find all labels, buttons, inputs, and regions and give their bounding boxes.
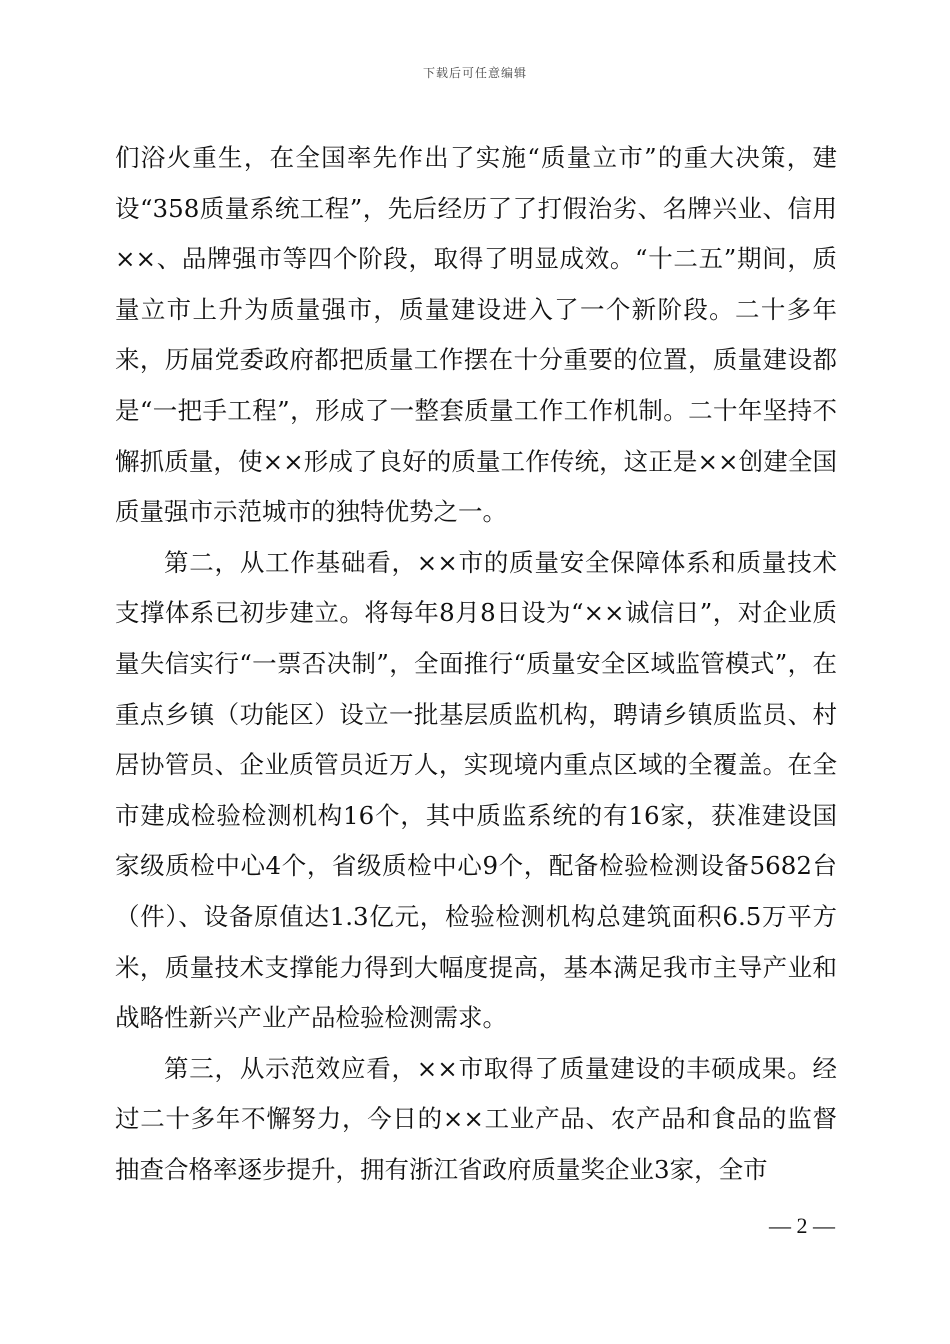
paragraph-third: 第三，从示范效应看，××市取得了质量建设的丰硕成果。经过二十多年不懈努力，今日的××工业产品、农产品和食品的监督抽查合格率逐步提升，拥有浙江省政府质量奖企业3家，全市 [115,1053,837,1184]
paragraph-continued: 们浴火重生，在全国率先作出了实施“质量立市”的重大决策，建设“358质量系统工程”，先后经历了了打假治劣、名牌兴业、信用××、品牌强市等四个阶段，取得了明显成效。“十二五”期间，质量立市上升为质量强市，质量建设进入了一个新阶段。二十多年来，历届党委政府都把质量工作摆在十分重要的位置，质量建设都是“一把手工程”，形成了一整套质量工作工作机制。二十年坚持不懈抓质量，使××形成了良好的质量工作传统，这正是××创建全国质量强市示范城市的独特优势之一。 [115,143,837,527]
page-number: — 2 — [769,1213,835,1238]
header-note: 下载后可任意编辑 [422,66,527,80]
paragraph-second: 第二，从工作基础看，××市的质量安全保障体系和质量技术支撑体系已初步建立。将每年8月8日设为“××诚信日”，对企业质量失信实行“一票否决制”，全面推行“质量安全区域监管模式”，在重点乡镇（功能区）设立一批基层质监机构，聘请乡镇质监员、村居协管员、企业质管员近万人，实现境内重点区域的全覆盖。在全市建成检验检测机构16个，其中质监系统的有16家，获准建设国家级质检中心4个，省级质检中心9个，配备检验检测设备5682台（件）、设备原值达1.3亿元，检验检测机构总建筑面积6.5万平方米，质量技术支撑能力得到大幅度提高，基本满足我市主导产业和战略性新兴产业产品检验检测需求。 [115,547,837,1033]
body-text [115,133,837,1195]
